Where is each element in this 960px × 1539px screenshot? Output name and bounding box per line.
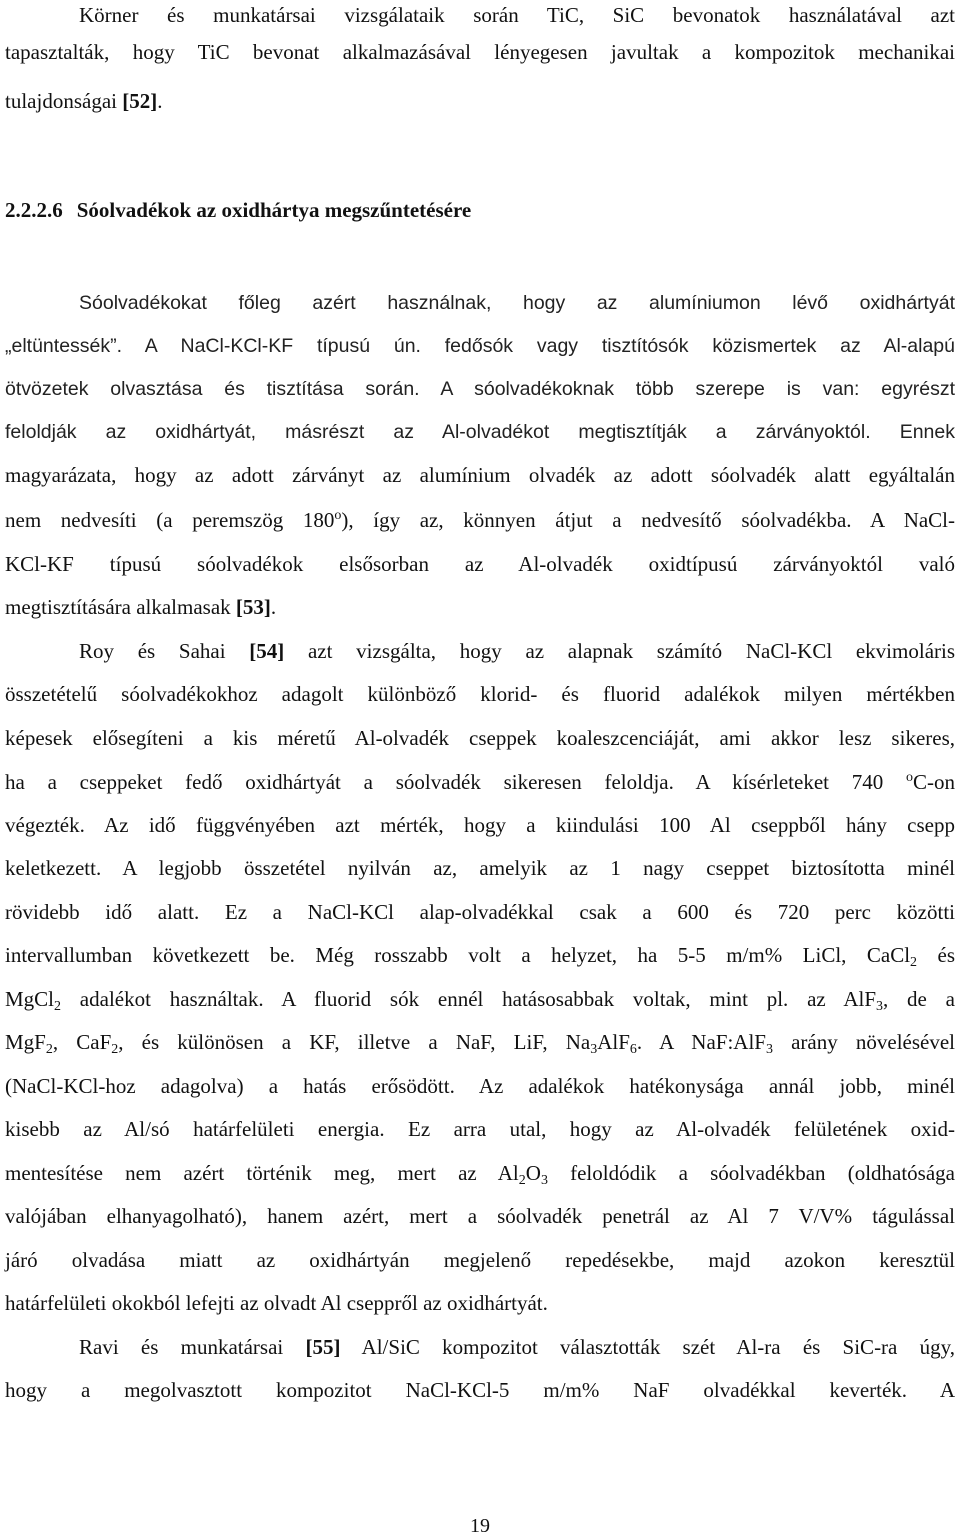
text-span: „eltüntessék”. A NaCl-KCl-KF típusú ún. [5,335,421,357]
text-line [5,1027,955,1057]
text-span: arány növelésével [772,1030,955,1054]
text-span: Ennek [870,421,955,443]
text-span: hogy a megolvasztott kompozitot NaCl-KCl-5 m/m% NaF olvadékkal keverték. A [5,1378,955,1402]
subscript: 6 [629,1042,637,1057]
text-span: feloldják az oxidhártyát, másrészt az Al-olvadékot megtisztítják a zárványoktól. [5,421,871,443]
text-line [79,0,955,30]
subscript: 2 [518,1173,526,1188]
text-span: végezték. Az idő függvényében azt mérték, hogy a kiindulási 100 Al cseppből hány csepp [5,813,955,837]
text-line [5,940,955,970]
text-span: KCl-KF típusú sóolvadékok elsősorban az Al-olvadék oxidtípusú zárványoktól való [5,552,955,576]
text-line [79,288,955,318]
text-span: O [525,1161,541,1185]
text-span: , CaF [52,1030,112,1054]
section-title: Sóolvadékok az oxidhártya megszűntetésére [76,198,472,222]
superscript: o [334,508,342,523]
text-span: tulajdonságai [5,89,123,113]
text-line [5,984,955,1014]
text-line [5,767,955,797]
subscript: 2 [45,1042,53,1057]
text-span: Roy és Sahai [79,639,250,663]
text-span: ötvözetek olvasztása és tisztítása során. [5,378,420,400]
text-span: C-on [913,770,955,794]
subscript: 3 [876,999,884,1014]
text-span: nem nedvesíti (a peremszög 180 [5,508,335,532]
text-span: , de a [883,987,955,1011]
text-span: járó olvadása miatt az oxidhártyán megjelenő repedésekbe, majd azokon keresztül [5,1248,955,1272]
text-span: adalékot használtak. A fluorid sók ennél hatásosabbak voltak, mint pl. az AlF [61,987,877,1011]
text-line [79,1332,955,1362]
text-line [5,679,955,709]
citation: [53] [235,595,271,619]
subscript: 3 [765,1042,773,1057]
text-span: összetételű sóolvadékokhoz adagolt különböző klorid- és fluorid adalékok milyen mértékben [5,682,955,706]
text-line [5,549,955,579]
text-span: ), így az, könnyen átjut a nedvesítő sóolvadékba. [341,508,852,532]
text-span: határfelületi okokból lefejti az olvadt Al cseppről az oxidhártyát. [5,1291,548,1315]
text-span: . A NaF:AlF [636,1030,766,1054]
page-number: 19 [470,1515,490,1537]
text-line [5,1071,955,1101]
citation: [55] [305,1335,341,1359]
text-span: intervallumban következett be. Még rosszabb volt a helyzet, ha 5-5 m/m% LiCl, CaCl [5,943,911,967]
text-span: fedősók vagy tisztítósók közismertek az Al-alapú [420,335,955,357]
text-span: feloldódik a sóolvadékban (oldhatósága [547,1161,956,1185]
subscript: 3 [540,1173,548,1188]
text-span: AlF [597,1030,630,1054]
text-span: valójában elhanyagolható), hanem azért, mert a sóolvadék penetrál az Al 7 V/V% tágulással [5,1204,955,1228]
text-span: ha a cseppeket fedő oxidhártyát a sóolvadék sikeresen feloldja. A kísérleteket 740 [5,770,906,794]
section-heading [5,195,955,225]
text-span: (NaCl-KCl-hoz adagolva) a hatás erősödött. Az adalékok hatékonysága annál jobb, minél [5,1074,955,1098]
section-number: 2.2.2.6 [5,198,63,222]
text-span: Ravi és munkatársai [79,1335,306,1359]
text-line [5,374,955,404]
text-line [5,810,955,840]
text-span: rövidebb idő alatt. Ez a NaCl-KCl alap-olvadékkal csak a 600 és 720 perc közötti [5,900,955,924]
subscript: 3 [590,1042,598,1057]
superscript: o [906,770,913,785]
text-line [5,37,955,67]
text-line [5,1201,955,1231]
text-span: Körner és munkatársai vizsgálataik során TiC, SiC bevonatok használatával azt [79,3,955,27]
text-span: megtisztítására alkalmasak [5,595,236,619]
text-line [5,460,955,490]
text-line [5,1158,955,1188]
text-line [5,723,955,753]
citation: [52] [122,89,158,113]
citation: [54] [249,639,285,663]
text-span: . [157,89,163,113]
text-span: . [270,595,277,619]
text-line [5,853,955,883]
text-span: A sóolvadékoknak több szerepe is van: egyrészt [419,378,955,400]
text-line [5,1288,955,1318]
text-span: keletkezett. A legjobb összetétel nyilván az, amelyik az 1 nagy cseppet biztosította minél [5,856,955,880]
text-span: és [917,943,955,967]
subscript: 2 [111,1042,119,1057]
subscript: 2 [910,955,918,970]
text-span: Al/SiC kompozitot választották szét Al-ra és SiC-ra úgy, [340,1335,955,1359]
text-span: mentesítése nem azért történik meg, mert az Al [5,1161,519,1185]
text-span: magyarázata, hogy az adott zárványt az alumínium olvadék az adott sóolvadék alatt egyáltalán [5,463,955,487]
text-span: MgCl [5,987,55,1011]
text-line [5,1245,955,1275]
text-span: , és különösen a KF, illetve a NaF, LiF, Na [118,1030,591,1054]
subscript: 2 [54,999,62,1014]
text-line [5,417,955,447]
text-span: tapasztalták, hogy TiC bevonat alkalmazásával lényegesen javultak a kompozitok mechanikai [5,40,955,64]
text-line [5,86,955,116]
text-span: azt vizsgálta, hogy az alapnak számító NaCl-KCl ekvimoláris [284,639,956,663]
text-line [5,592,955,622]
text-span: Sóolvadékokat főleg azért használnak, hogy az alumíniumon lévő oxidhártyát [79,292,955,314]
text-line [5,897,955,927]
text-span: A NaCl- [851,508,956,532]
text-line [5,331,955,361]
text-span: képesek elősegíteni a kis méretű Al-olvadék cseppek koaleszcenciáját, ami akkor lesz sikeres, [5,726,955,750]
text-line [5,1114,955,1144]
text-line [79,636,955,666]
text-line [5,1375,955,1405]
text-span: kisebb az Al/só határfelületi energia. Ez arra utal, hogy az Al-olvadék felületének oxid- [5,1117,955,1141]
text-span: MgF [5,1030,46,1054]
text-line [5,505,955,535]
